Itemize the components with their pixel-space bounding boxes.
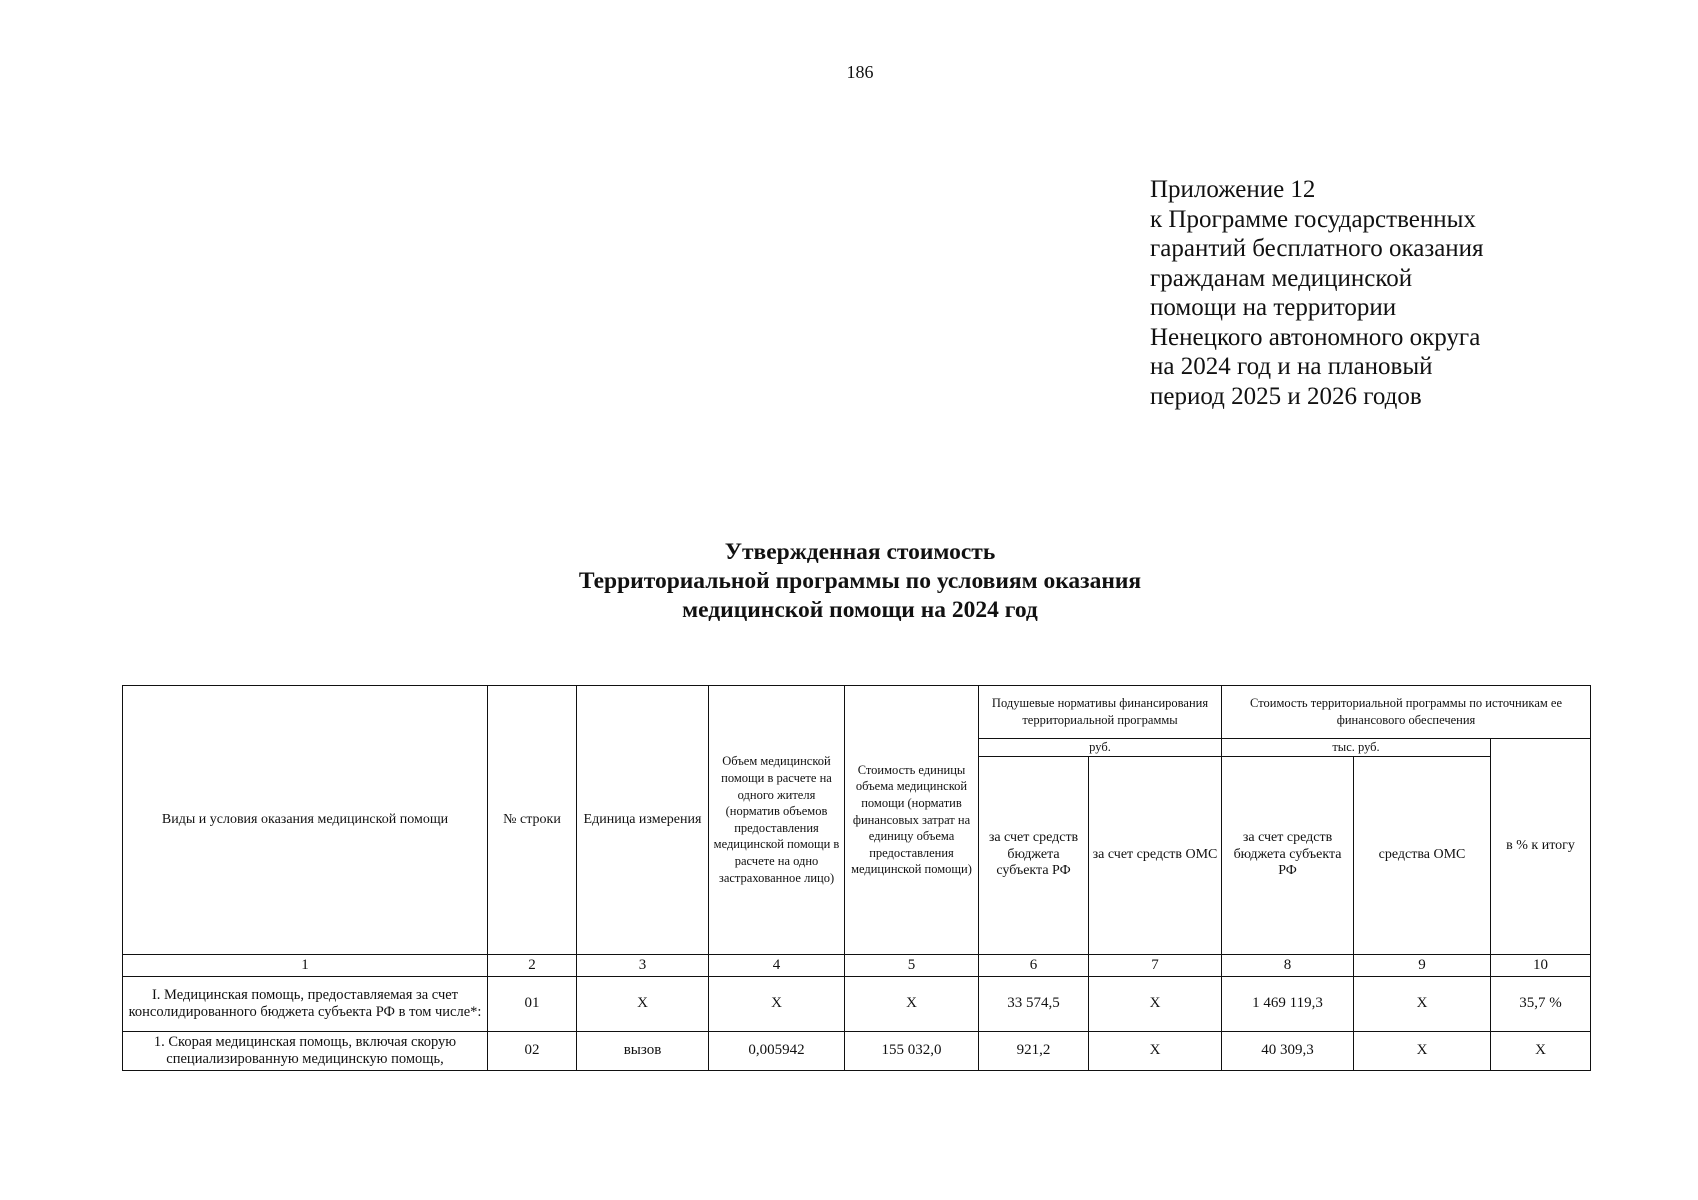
header-thousand-rub: тыс. руб. [1222,739,1491,757]
column-number: 8 [1222,954,1354,976]
row-unit: вызов [577,1031,709,1070]
row-unit-cost: 155 032,0 [845,1031,979,1070]
column-number: 2 [488,954,577,976]
header-per-capita-oms: за счет средств ОМС [1089,756,1222,954]
appendix-line: Ненецкого автономного округа [1150,323,1481,351]
header-program-cost: Стоимость территориальной программы по источникам ее финансового обеспечения [1222,686,1591,739]
row-per-capita-budget: 921,2 [979,1031,1089,1070]
appendix-note [1150,175,1484,411]
row-name: I. Медицинская помощь, предоставляемая за счет консолидированного бюджета субъекта РФ в том числе*: [123,976,488,1031]
row-name: 1. Скорая медицинская помощь, включая скорую специализированную медицинскую помощь, [123,1031,488,1070]
row-number: 02 [488,1031,577,1070]
column-number: 1 [123,954,488,976]
row-unit-cost: X [845,976,979,1031]
header-unit-cost: Стоимость единицы объема медицинской помощи (норматив финансовых затрат на единицу объема предоставления медицинской помощи) [845,686,979,955]
column-number: 7 [1089,954,1222,976]
header-volume: Объем медицинской помощи в расчете на одного жителя (норматив объемов предоставления медицинской помощи в расчете на одно застрахованное лицо) [709,686,845,955]
row-per-capita-oms: X [1089,1031,1222,1070]
header-row-number: № строки [488,686,577,955]
column-number: 9 [1354,954,1491,976]
header-cost-budget: за счет средств бюджета субъекта РФ [1222,756,1354,954]
column-number: 4 [709,954,845,976]
header-types: Виды и условия оказания медицинской помощи [123,686,488,955]
row-volume: X [709,976,845,1031]
page-number: 186 [846,62,874,82]
appendix-line: Приложение 12 [1150,176,1316,203]
column-number: 3 [577,954,709,976]
appendix-line: период 2025 и 2026 годов [1150,382,1422,410]
appendix-line: гарантий бесплатного оказания [1150,235,1484,262]
row-unit: X [577,976,709,1031]
header-percent: в % к итогу [1491,739,1591,955]
row-percent: 35,7 % [1491,976,1591,1031]
row-per-capita-budget: 33 574,5 [979,976,1089,1031]
header-per-capita-budget: за счет средств бюджета субъекта РФ [979,756,1089,954]
header-per-capita: Подушевые нормативы финансирования территориальной программы [979,686,1222,739]
table-row [123,976,1591,1031]
title-line: Утвержденная стоимость [724,539,996,565]
document-title [0,538,1698,625]
title-line: Территориальной программы по условиям оказания [578,568,1142,594]
title-line: медицинской помощи на 2024 год [682,597,1038,623]
header-unit: Единица измерения [577,686,709,955]
header-rub: руб. [979,739,1222,757]
row-cost-budget: 1 469 119,3 [1222,976,1354,1031]
column-number: 10 [1491,954,1591,976]
cost-table [122,685,1591,1071]
appendix-line: помощи на территории [1150,294,1397,321]
row-volume: 0,005942 [709,1031,845,1070]
column-number: 6 [979,954,1089,976]
header-cost-oms: средства ОМС [1354,756,1491,954]
row-cost-oms: X [1354,976,1491,1031]
row-per-capita-oms: X [1089,976,1222,1031]
row-cost-oms: X [1354,1031,1491,1070]
row-cost-budget: 40 309,3 [1222,1031,1354,1070]
appendix-line: гражданам медицинской [1150,264,1413,292]
row-number: 01 [488,976,577,1031]
column-number-row [123,954,1591,976]
row-percent: X [1491,1031,1591,1070]
table-row [123,1031,1591,1070]
appendix-line: к Программе государственных [1150,205,1476,233]
appendix-line: на 2024 год и на плановый [1150,353,1433,380]
column-number: 5 [845,954,979,976]
